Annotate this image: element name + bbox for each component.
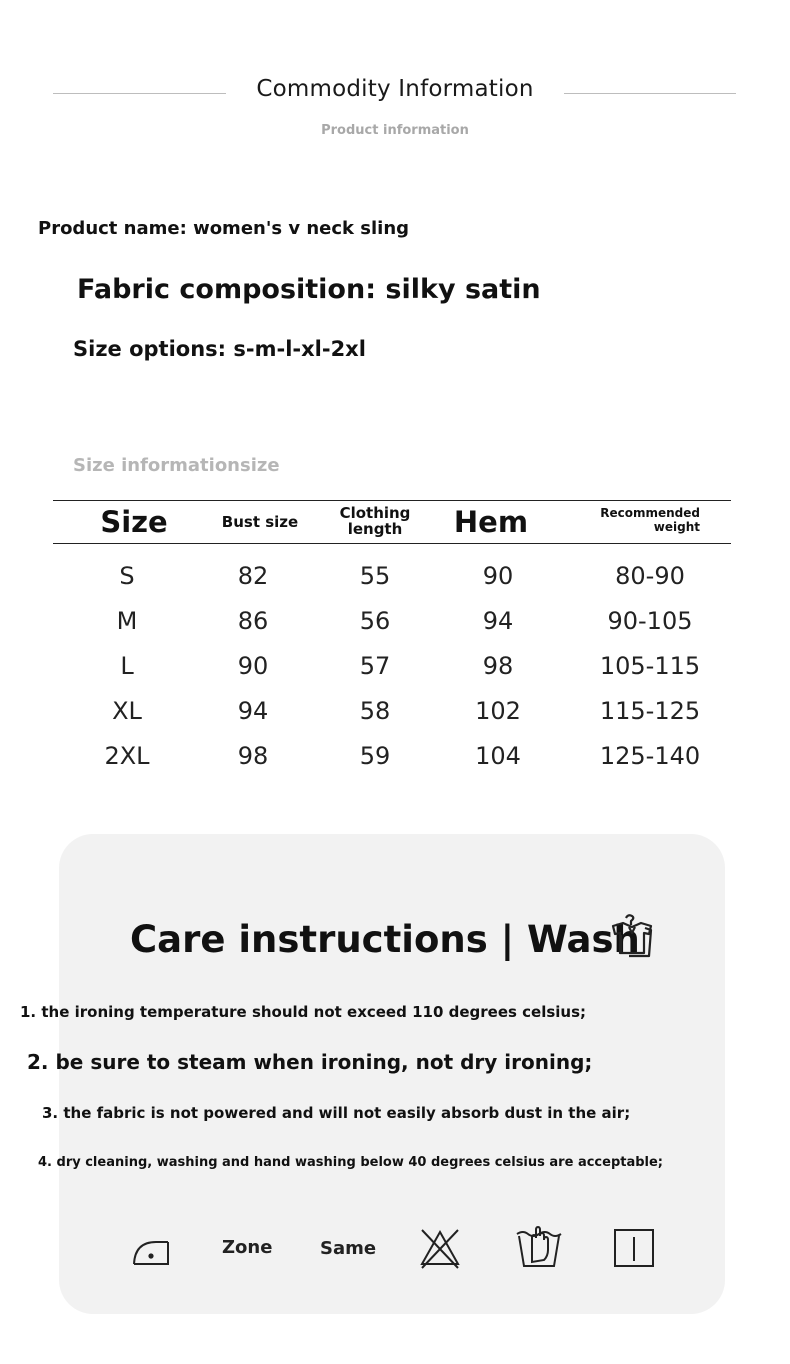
header-length: [325, 505, 425, 537]
cell-weight: 105-115: [599, 652, 701, 680]
table-header-rule: [53, 543, 731, 544]
cell-size: L: [120, 652, 134, 680]
cell-hem: 90: [482, 562, 514, 590]
cell-size: XL: [112, 697, 142, 725]
care-instruction-4: 4. dry cleaning, washing and hand washing below 40 degrees celsius are acceptable;: [38, 1155, 664, 1170]
care-instruction-2: 2. be sure to steam when ironing, not dry ironing;: [27, 1050, 593, 1074]
cell-bust: 86: [237, 607, 269, 635]
zone-label: Zone: [222, 1237, 273, 1258]
cell-length: 59: [359, 742, 391, 770]
same-label: Same: [320, 1238, 377, 1259]
page-title: Commodity Information: [256, 76, 534, 102]
header-weight: [580, 506, 700, 534]
header-hem: Hem: [453, 505, 529, 539]
header-length-line1: Clothing: [339, 504, 411, 522]
cell-bust: 94: [237, 697, 269, 725]
cell-hem: 98: [482, 652, 514, 680]
cell-length: 57: [359, 652, 391, 680]
cell-bust: 82: [237, 562, 269, 590]
cell-length: 55: [359, 562, 391, 590]
drip-dry-icon: [612, 1227, 656, 1269]
cell-size: S: [119, 562, 135, 590]
table-top-rule: [53, 500, 731, 501]
fabric-composition: Fabric composition: silky satin: [77, 274, 541, 305]
size-options: Size options: s-m-l-xl-2xl: [73, 337, 366, 361]
page-subtitle: Product information: [321, 123, 469, 138]
cell-bust: 90: [237, 652, 269, 680]
header-weight-line1: Recommended: [600, 506, 700, 520]
product-name: Product name: women's v neck sling: [38, 218, 410, 239]
care-instruction-3: 3. the fabric is not powered and will not easily absorb dust in the air;: [42, 1104, 631, 1122]
cell-weight: 80-90: [615, 562, 685, 590]
cell-bust: 98: [237, 742, 269, 770]
shirt-hanger-icon: [607, 912, 657, 960]
cell-hem: 104: [475, 742, 521, 770]
cell-weight: 115-125: [599, 697, 701, 725]
cell-length: 58: [359, 697, 391, 725]
care-title: Care instructions | Wash: [130, 918, 640, 961]
cell-hem: 94: [482, 607, 514, 635]
cell-hem: 102: [475, 697, 521, 725]
cell-size: M: [116, 607, 138, 635]
header-weight-line2: weight: [653, 520, 700, 534]
cell-length: 56: [359, 607, 391, 635]
cell-size: 2XL: [104, 742, 150, 770]
no-bleach-icon: [418, 1226, 462, 1270]
hand-wash-icon: [514, 1222, 564, 1270]
header-bust: Bust size: [221, 513, 299, 531]
size-info-label: Size informationsize: [73, 455, 280, 476]
iron-low-temp-icon: [130, 1228, 172, 1268]
care-instruction-1: 1. the ironing temperature should not exceed 110 degrees celsius;: [20, 1003, 587, 1021]
header-size: Size: [100, 505, 168, 539]
header-length-line2: length: [347, 520, 403, 538]
cell-weight: 90-105: [607, 607, 693, 635]
cell-weight: 125-140: [599, 742, 701, 770]
